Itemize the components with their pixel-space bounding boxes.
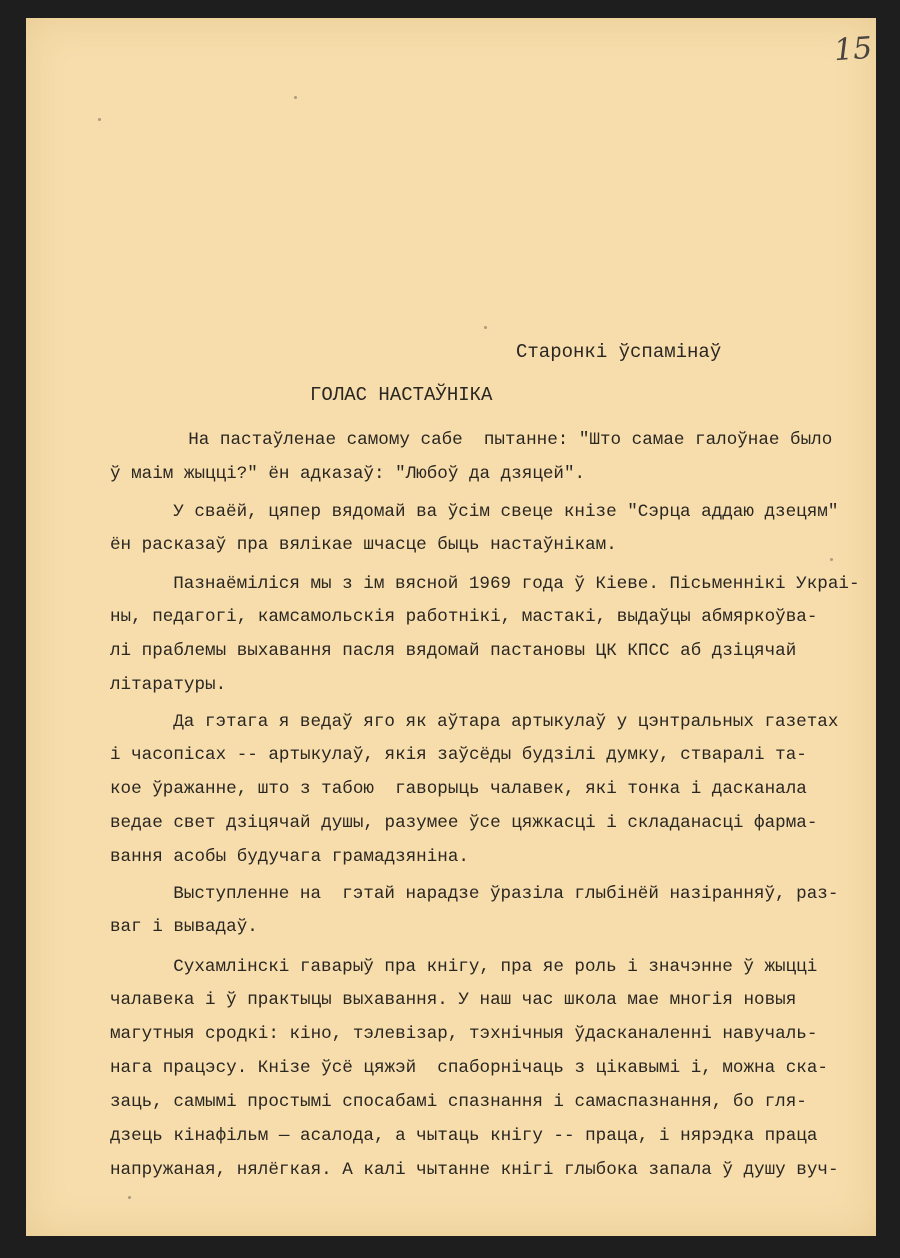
text-line: кое ўражанне, што з табою гаворыць чалавек, які тонка і дасканала (110, 779, 807, 799)
page-number: 15 (832, 30, 874, 69)
paper-speck (294, 96, 297, 99)
text-line: ведае свет дзіцячай душы, разумее ўсе цяжкасці і складанасці фарма- (110, 813, 818, 833)
text-line: Да гэтага я ведаў яго як аўтара артыкулаў у цэнтральных газетах (131, 712, 839, 732)
text-line: напружаная, нялёгкая. А калі чытанне кнігі глыбока запала ў душу вуч- (110, 1160, 839, 1180)
text-line: Сухамлінскі гаварыў пра кнігу, пра яе роль і значэнне ў жыцці (131, 957, 818, 977)
text-line: ны, педагогі, камсамольскія работнікі, мастакі, выдаўцы абмяркоўва- (110, 607, 818, 627)
page-subtitle: Старонкі ўспамінаў (516, 341, 722, 363)
text-line: і часопісах -- артыкулаў, якія заўсёды будзілі думку, стваралі та- (110, 745, 807, 765)
paper-speck (484, 326, 487, 329)
text-line: чалавека і ў практыцы выхавання. У наш час школа мае многія новыя (110, 990, 797, 1010)
text-line: На пастаўленае самому сабе пытанне: "Што самае галоўнае было (146, 430, 833, 450)
text-line: Пазнаёміліся мы з ім вясной 1969 года ў Кіеве. Пісьменнікі Украі- (131, 574, 860, 594)
paper-speck (98, 118, 101, 121)
text-line: ў маім жыцці?" ён адказаў: "Любоў да дзяцей". (110, 464, 586, 484)
paper-speck (830, 558, 833, 561)
text-line: вання асобы будучага грамадзяніна. (110, 847, 469, 867)
text-line: магутныя сродкі: кіно, тэлевізар, тэхнічныя ўдасканаленні навучаль- (110, 1024, 818, 1044)
text-line: літаратуры. (110, 675, 227, 695)
text-line: нага працэсу. Кнізе ўсё цяжэй спаборнічаць з цікавымі і, можна ска- (110, 1058, 828, 1078)
typewritten-page (26, 18, 876, 1236)
text-line: ён расказаў пра вялікае шчасце быць настаўнікам. (110, 535, 617, 555)
text-line: У сваёй, цяпер вядомай ва ўсім свеце кнізе "Сэрца аддаю дзецям" (131, 502, 839, 522)
page-title: ГОЛАС НАСТАЎНІКА (310, 384, 493, 406)
text-line: лі праблемы выхавання пасля вядомай пастановы ЦК КПСС аб дзіцячай (110, 641, 797, 661)
text-line: Выступленне на гэтай нарадзе ўразіла глыбінёй назіранняў, раз- (131, 884, 839, 904)
paper-speck (128, 1196, 131, 1199)
text-line: ваг і вывадаў. (110, 917, 258, 937)
text-line: дзець кінафільм — асалода, а чытаць кнігу -- праца, і нярэдка праца (110, 1126, 818, 1146)
text-line: заць, самымі простымі спосабамі спазнання і самаспазнання, бо гля- (110, 1092, 807, 1112)
